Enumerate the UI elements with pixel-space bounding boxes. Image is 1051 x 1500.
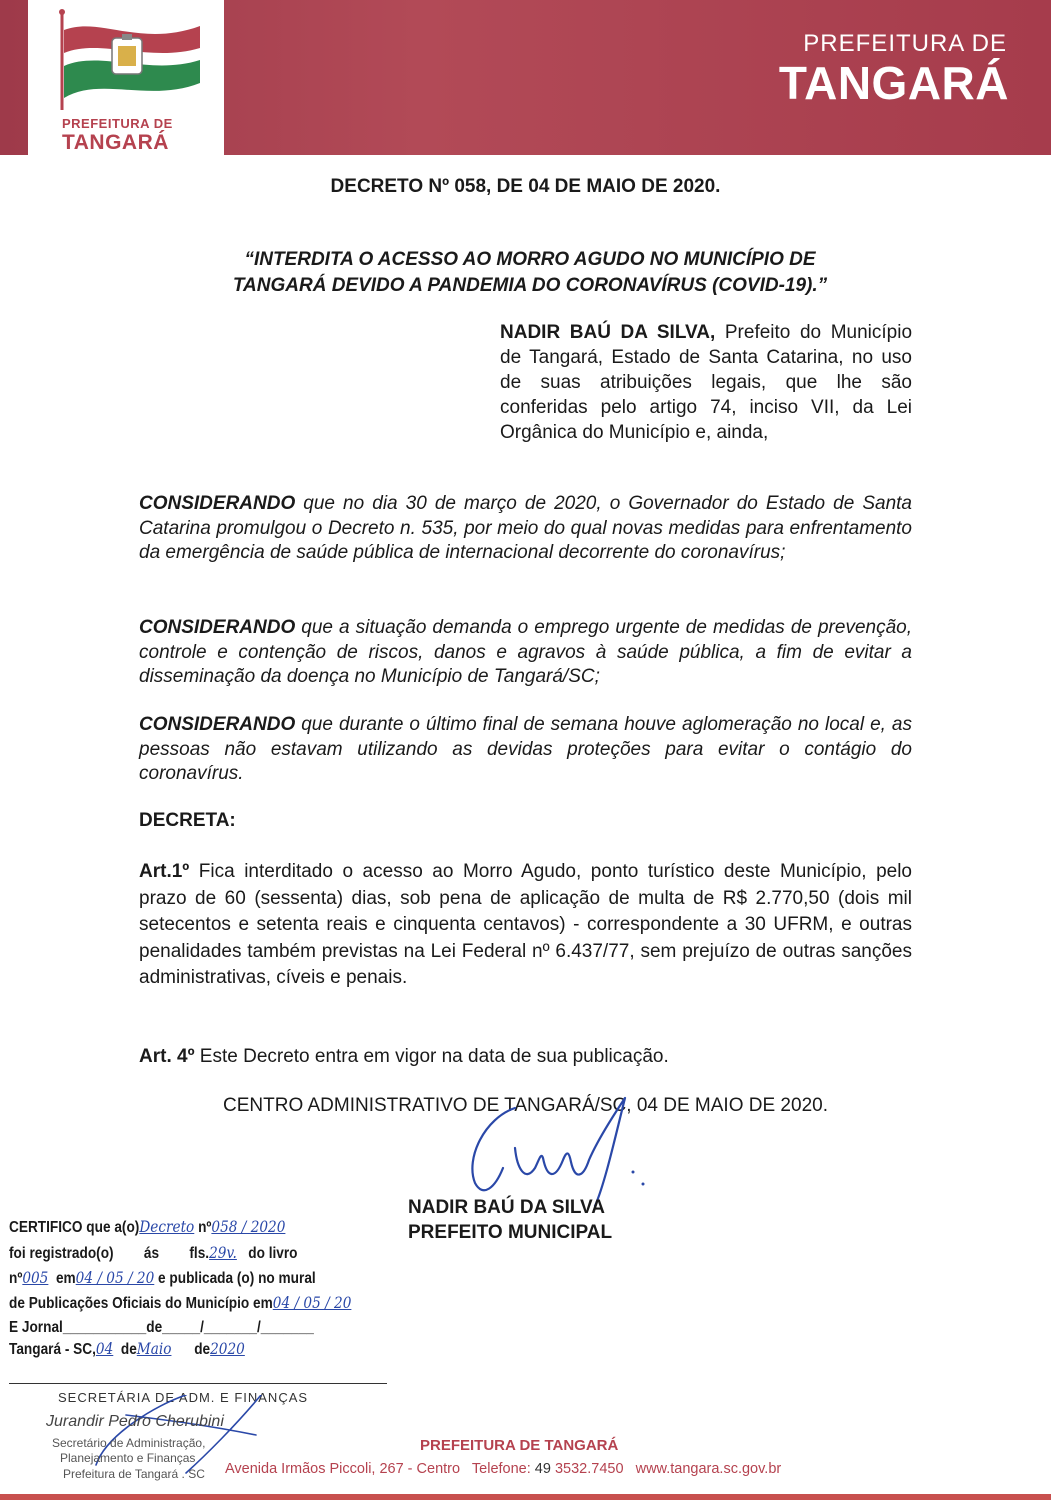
considerando-3 bbox=[139, 713, 912, 787]
cert-text: CERTIFICO que a(o) bbox=[9, 1219, 140, 1236]
cert-line-3 bbox=[9, 1269, 316, 1288]
cert-line-5 bbox=[9, 1319, 314, 1337]
cert-handwriting: 2020 bbox=[210, 1340, 245, 1358]
cert-text: E Jornal___________de_____/_______/_______ bbox=[9, 1319, 314, 1336]
signer-name: NADIR BAÚ DA SILVA bbox=[408, 1197, 606, 1218]
cert-line-1 bbox=[9, 1218, 285, 1237]
intro-text: Prefeito do Município de Tangará, Estado de Santa Catarina, no uso de suas atribuições legais, que lhe são conferidas pelo artigo 74, inciso VII, da Lei Orgânica do Município e, ainda, bbox=[500, 322, 913, 443]
article-4-label: Art. 4º bbox=[139, 1046, 195, 1067]
footer-address: Avenida Irmãos Piccoli, 267 - Centro bbox=[225, 1461, 461, 1477]
decreta-heading: DECRETA: bbox=[139, 810, 236, 831]
footer-website: www.tangara.sc.gov.br bbox=[635, 1461, 782, 1477]
article-4-text: Este Decreto entra em vigor na data de sua publicação. bbox=[194, 1046, 669, 1067]
header-title-prefeitura: PREFEITURA DE bbox=[803, 30, 1007, 57]
article-1-text: Fica interditado o acesso ao Morro Agudo, ponto turístico deste Município, pelo prazo de 60 (sessenta) dias, sob pena de aplicação de multa de R$ 2.770,50 (dois mil setecentos e setenta reais e cinquenta centavos) - correspondente a 30 UFRM, e outras penalidades também previstas na Lei Federal nº 6.437/77, sem prejuízo de outras sanções administrativas, cíveis e penais. bbox=[139, 861, 912, 988]
article-1 bbox=[139, 859, 912, 992]
ementa-line-2: TANGARÁ DEVIDO A PANDEMIA DO CORONAVÍRUS (COVID-19).” bbox=[232, 275, 828, 296]
logo-text-prefeitura: PREFEITURA DE bbox=[62, 116, 173, 131]
footer-phone-label: Telefone: bbox=[471, 1461, 531, 1477]
cert-handwriting: Maio bbox=[136, 1340, 172, 1358]
flag-logo-icon bbox=[40, 8, 210, 118]
cert-handwriting: 04 / 05 / 20 bbox=[75, 1269, 155, 1287]
article-4 bbox=[139, 1044, 912, 1071]
signer-role: PREFEITO MUNICIPAL bbox=[408, 1222, 613, 1243]
footer-contact bbox=[225, 1461, 781, 1477]
considerando-label: CONSIDERANDO bbox=[139, 714, 296, 735]
decree-ementa bbox=[150, 247, 910, 299]
ementa-line-1: “INTERDITA O ACESSO AO MORRO AGUDO NO MUNICÍPIO DE bbox=[244, 249, 816, 270]
cert-text: em bbox=[48, 1270, 76, 1287]
cert-line-2 bbox=[9, 1244, 298, 1263]
cert-text: do livro bbox=[236, 1245, 298, 1262]
cert-text: de bbox=[171, 1341, 211, 1358]
cert-handwriting: 005 bbox=[22, 1269, 49, 1287]
intro-name: NADIR BAÚ DA SILVA, bbox=[500, 322, 716, 343]
cert-secretaria: SECRETÁRIA DE ADM. E FINANÇAS bbox=[58, 1390, 309, 1405]
cert-handwriting: Decreto bbox=[139, 1218, 195, 1236]
cert-text: nº bbox=[194, 1219, 212, 1236]
cert-text: de bbox=[113, 1341, 137, 1358]
considerando-1 bbox=[139, 492, 912, 566]
cert-line-6 bbox=[9, 1340, 245, 1359]
article-1-label: Art.1º bbox=[139, 861, 190, 882]
considerando-1-text: que no dia 30 de março de 2020, o Governador do Estado de Santa Catarina promulgou o Decreto n. 535, por meio do qual novas medidas para enfrentamento da emergência de saúde pública de internacional decorrente do coronavírus; bbox=[139, 493, 912, 563]
footer-phone-ddd: 49 bbox=[534, 1461, 551, 1477]
considerando-label: CONSIDERANDO bbox=[139, 493, 296, 514]
considerando-3-text: que durante o último final de semana houve aglomeração no local e, as pessoas não estavam utilizando as devidas proteções para evitar o contágio do coronavírus. bbox=[139, 714, 912, 784]
stamp-line-3: Prefeitura de Tangará . SC bbox=[63, 1467, 205, 1481]
stamp-line-1: Secretário de Administração, bbox=[52, 1436, 206, 1450]
cert-handwriting: 04 bbox=[95, 1340, 114, 1358]
cert-text: de Publicações Oficiais do Município em bbox=[9, 1295, 273, 1312]
header-title-tangara: TANGARÁ bbox=[778, 57, 1009, 109]
logo-text-tangara: TANGARÁ bbox=[62, 131, 169, 154]
cert-signature-rule bbox=[9, 1383, 387, 1384]
cert-text: Tangará - SC, bbox=[9, 1341, 96, 1358]
cert-line-4 bbox=[9, 1294, 351, 1313]
considerando-2 bbox=[139, 616, 912, 690]
stamp-name: Jurandir Pedro Cherubini bbox=[46, 1413, 224, 1430]
footer-phone-number: 3532.7450 bbox=[554, 1461, 624, 1477]
intro-paragraph bbox=[500, 320, 912, 445]
cert-handwriting: 058 / 2020 bbox=[211, 1218, 286, 1236]
cert-text: foi registrado(o) ás fls. bbox=[9, 1245, 210, 1262]
considerando-label: CONSIDERANDO bbox=[139, 617, 296, 638]
decree-title: DECRETO Nº 058, DE 04 DE MAIO DE 2020. bbox=[330, 176, 721, 197]
cert-text: e publicada (o) no mural bbox=[154, 1270, 316, 1287]
place-date: CENTRO ADMINISTRATIVO DE TANGARÁ/SC, 04 DE MAIO DE 2020. bbox=[223, 1095, 828, 1116]
letterhead bbox=[0, 0, 1051, 155]
cert-text: nº bbox=[9, 1270, 23, 1287]
mayor-signature bbox=[455, 1088, 675, 1208]
footer-organization: PREFEITURA DE TANGARÁ bbox=[420, 1437, 619, 1454]
cert-handwriting: 29v. bbox=[209, 1244, 237, 1262]
considerando-2-text: que a situação demanda o emprego urgente de medidas de prevenção, controle e contenção de riscos, danos e agravos à saúde pública, a fim de evitar a disseminação da doença no Município de Tangará/SC; bbox=[139, 617, 912, 687]
cert-handwriting: 04 / 05 / 20 bbox=[272, 1294, 352, 1312]
stamp-line-2: Planejamento e Finanças bbox=[60, 1451, 196, 1465]
footer-bar bbox=[0, 1494, 1051, 1500]
